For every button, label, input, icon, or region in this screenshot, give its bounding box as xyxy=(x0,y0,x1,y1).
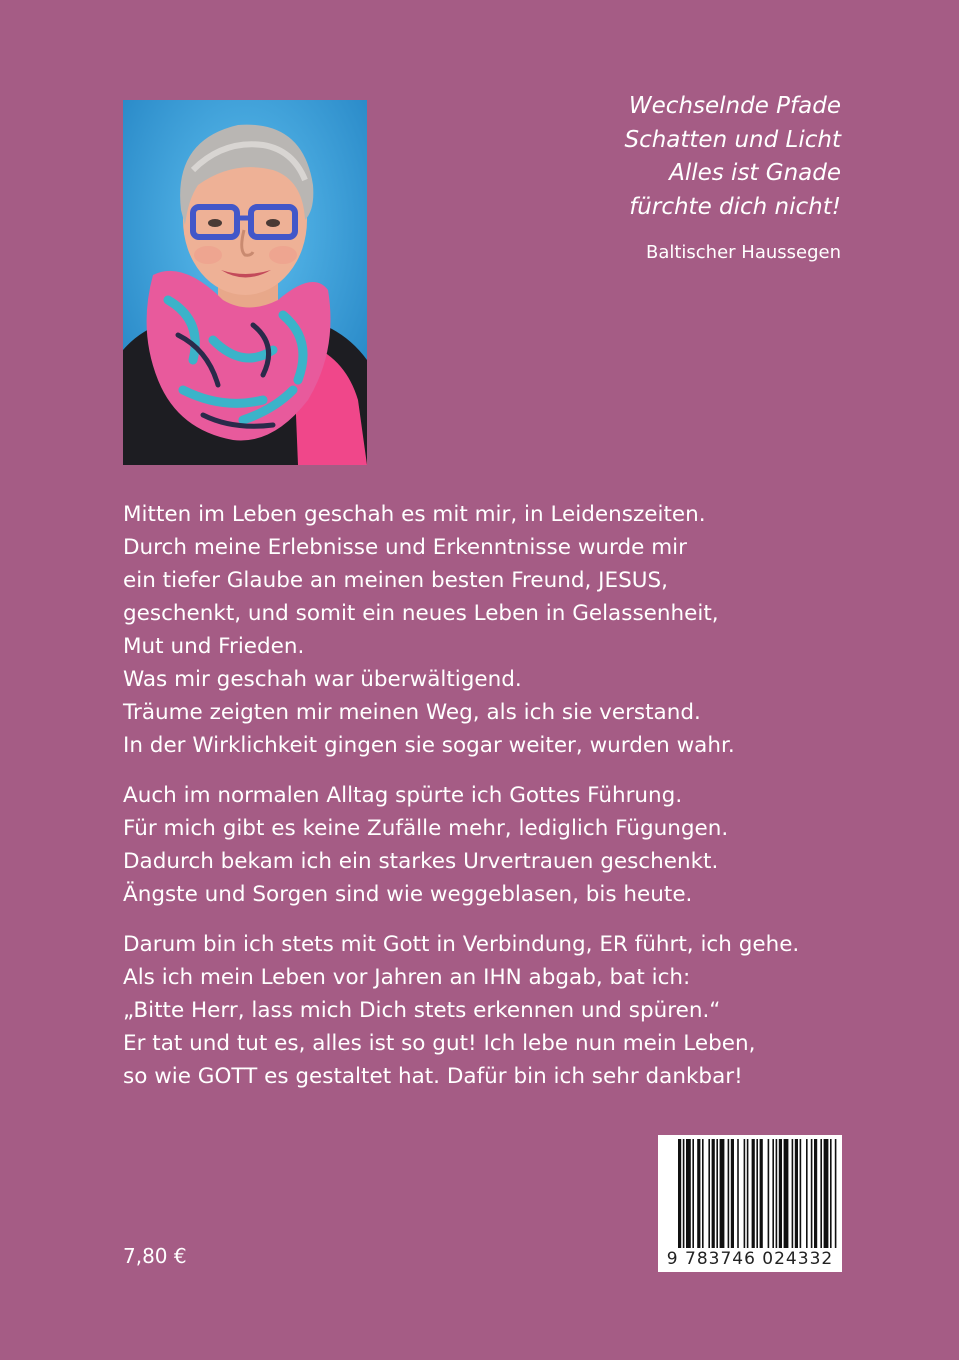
text-line: „Bitte Herr, lass mich Dich stets erkennen und spüren.“ xyxy=(123,998,721,1023)
barcode-bar xyxy=(752,1139,755,1248)
barcode-bar xyxy=(811,1139,813,1248)
barcode-digits: 9 783746 024332 xyxy=(666,1249,834,1269)
barcode-bar xyxy=(772,1139,774,1248)
poem-line: Schatten und Licht xyxy=(624,126,841,153)
barcode-bar xyxy=(702,1139,704,1248)
paragraph xyxy=(123,498,843,762)
barcode-bar xyxy=(779,1139,782,1248)
poem-line: Alles ist Gnade xyxy=(669,160,841,186)
barcode-bars xyxy=(678,1139,838,1248)
barcode-bar xyxy=(800,1139,802,1248)
barcode-bar xyxy=(824,1139,829,1248)
barcode-bar xyxy=(678,1139,681,1248)
barcode-bar xyxy=(747,1139,749,1248)
barcode-bar xyxy=(716,1139,718,1248)
barcode-bar xyxy=(795,1139,798,1248)
text-line: Auch im normalen Alltag spürte ich Gottes Führung. xyxy=(123,783,683,808)
text-line: Für mich gibt es keine Zufälle mehr, lediglich Fügungen. xyxy=(123,816,729,841)
text-line: Was mir geschah war überwältigend. xyxy=(123,667,522,692)
barcode-bar xyxy=(756,1139,758,1248)
barcode-bar xyxy=(814,1139,817,1248)
barcode-bar xyxy=(744,1139,746,1248)
text-line: Mut und Frieden. xyxy=(123,634,305,659)
barcode-bar xyxy=(784,1139,789,1248)
barcode-bar xyxy=(792,1139,794,1248)
isbn-barcode xyxy=(658,1135,842,1272)
poem-line: Wechselnde Pfade xyxy=(628,93,841,119)
price-label: 7,80 € xyxy=(123,1244,187,1268)
barcode-bar xyxy=(728,1139,730,1248)
text-line: In der Wirklichkeit gingen sie sogar weiter, wurden wahr. xyxy=(123,733,735,758)
text-line: Als ich mein Leben vor Jahren an IHN abgab, bat ich: xyxy=(123,965,691,990)
poem-source: Baltischer Haussegen xyxy=(645,242,841,263)
poem-line: fürchte dich nicht! xyxy=(629,193,841,220)
paragraph xyxy=(123,779,843,911)
text-line: geschenkt, und somit ein neues Leben in Gelassenheit, xyxy=(123,601,719,626)
text-line: Träume zeigten mir meinen Weg, als ich sie verstand. xyxy=(123,700,701,725)
barcode-bar xyxy=(806,1139,808,1248)
barcode-bar xyxy=(686,1139,691,1248)
paragraph xyxy=(123,928,843,1093)
barcode-bar xyxy=(697,1139,700,1248)
barcode-bar xyxy=(830,1139,832,1248)
text-line: Darum bin ich stets mit Gott in Verbindung, ER führt, ich gehe. xyxy=(123,932,800,957)
poem xyxy=(624,90,841,224)
blurb-text xyxy=(123,498,843,1110)
barcode-bar xyxy=(692,1139,694,1248)
text-line: Er tat und tut es, alles ist so gut! Ich lebe nun mein Leben, xyxy=(123,1031,756,1056)
barcode-bar xyxy=(768,1139,770,1248)
text-line: Ängste und Sorgen sind wie weggeblasen, bis heute. xyxy=(123,882,693,907)
barcode-bar xyxy=(683,1139,685,1248)
text-line: ein tiefer Glaube an meinen besten Freund, JESUS, xyxy=(123,568,668,593)
barcode-bar xyxy=(731,1139,734,1248)
barcode-bar xyxy=(760,1139,763,1248)
barcode-bar xyxy=(737,1139,739,1248)
barcode-bar xyxy=(835,1139,837,1248)
barcode-bar xyxy=(708,1139,710,1248)
barcode-bar xyxy=(820,1139,822,1248)
barcode-bar xyxy=(776,1139,778,1248)
barcode-bar xyxy=(720,1139,725,1248)
text-line: Mitten im Leben geschah es mit mir, in Leidenszeiten. xyxy=(123,502,706,527)
barcode-bar xyxy=(712,1139,715,1248)
text-line: Durch meine Erlebnisse und Erkenntnisse wurde mir xyxy=(123,535,687,560)
author-photo xyxy=(123,100,367,465)
text-line: so wie GOTT es gestaltet hat. Dafür bin ich sehr dankbar! xyxy=(123,1064,743,1089)
text-line: Dadurch bekam ich ein starkes Urvertrauen geschenkt. xyxy=(123,849,719,874)
